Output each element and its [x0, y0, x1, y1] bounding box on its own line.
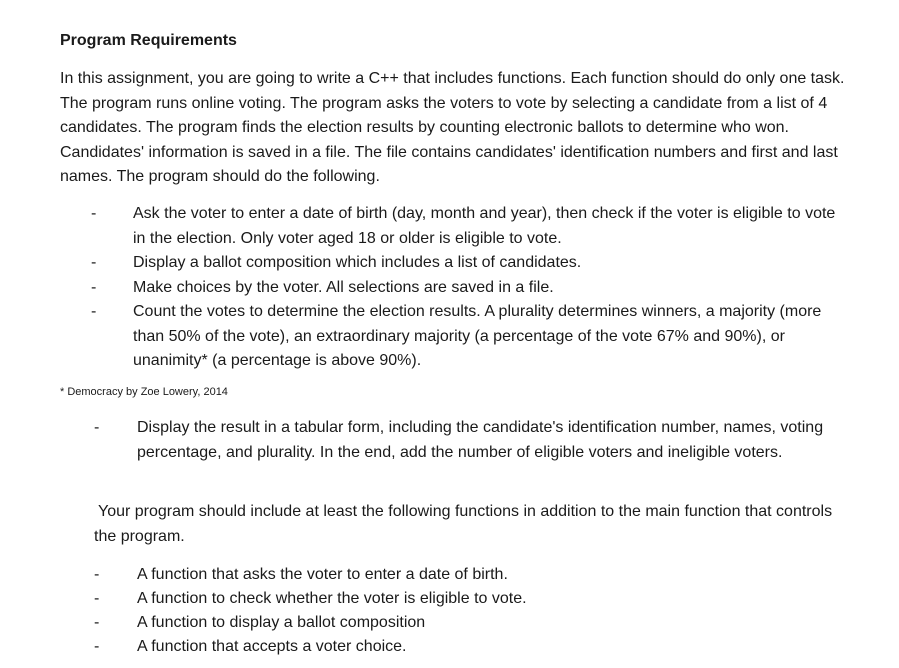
list-item	[91, 251, 838, 276]
list-item	[91, 202, 838, 251]
list-item-text: Make choices by the voter. All selections are saved in a file.	[133, 278, 554, 296]
task-list-continued	[94, 416, 837, 465]
bullet-dash: -	[94, 614, 100, 631]
section-title: Program Requirements	[60, 32, 237, 49]
bullet-dash: -	[94, 638, 100, 655]
footnote: * Democracy by Zoe Lowery, 2014	[60, 386, 228, 398]
bullet-dash: -	[94, 566, 100, 583]
list-item-text: A function to display a ballot composition	[137, 614, 426, 631]
list-item-text: Display a ballot composition which includes a list of candidates.	[133, 254, 582, 271]
bullet-dash: -	[91, 303, 97, 320]
function-list	[94, 563, 837, 659]
list-item	[94, 416, 837, 465]
bullet-dash: -	[94, 590, 100, 607]
bullet-dash: -	[91, 205, 97, 222]
bullet-dash: -	[94, 419, 100, 436]
list-item	[94, 611, 837, 635]
list-item-text: A function that asks the voter to enter a date of birth.	[137, 566, 508, 583]
bullet-dash: -	[91, 278, 97, 296]
list-item	[94, 587, 837, 611]
list-item	[94, 635, 837, 659]
functions-intro-paragraph: Your program should include at least the following functions in addition to the main function that controls the program.	[94, 503, 833, 545]
list-item	[91, 300, 838, 374]
list-item-text: Count the votes to determine the election results. A plurality determines winners, a majority (more than 50% of the vote), an extraordinary majority (a percentage of the vote 67% and 90%), or unanimity* (a percentage is above 90%).	[133, 303, 822, 369]
list-item-text: Ask the voter to enter a date of birth (day, month and year), then check if the voter is eligible to vote in the election. Only voter aged 18 or older is eligible to vote.	[133, 205, 836, 247]
list-item-text: A function to check whether the voter is eligible to vote.	[137, 590, 527, 607]
list-item-text: Display the result in a tabular form, including the candidate's identification number, names, voting percentage, and plurality. In the end, add the number of eligible voters and ineligible voters.	[137, 419, 824, 461]
task-list	[91, 202, 838, 374]
bullet-dash: -	[91, 254, 97, 271]
list-item	[94, 563, 837, 587]
list-item-text: A function that accepts a voter choice.	[137, 638, 407, 655]
list-item	[91, 276, 838, 301]
intro-paragraph: In this assignment, you are going to write a C++ that includes functions. Each function should do only one task. The program runs online voting. The program asks the voters to vote by selecting a candidate from a list of 4 candidates. The program finds the election results by counting electronic ballots to determine who won. Candidates' information is saved in a file. The file contains candidates' identification numbers and first and last names. The program should do the following.	[60, 70, 845, 185]
